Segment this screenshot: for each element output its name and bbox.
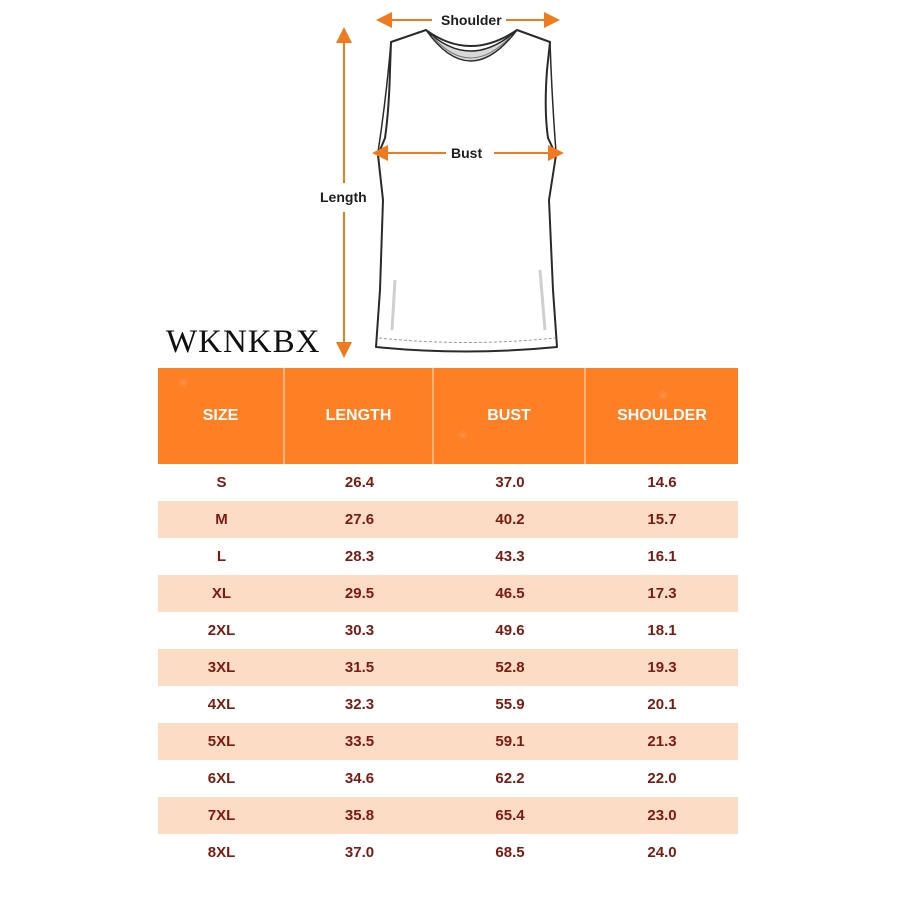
cell-size: S: [216, 474, 227, 491]
table-row: [158, 834, 738, 871]
length-label: Length: [316, 189, 371, 205]
cell-shoulder: 16.1: [647, 548, 677, 565]
cell-length: 27.6: [344, 511, 375, 528]
size-chart-table: [158, 368, 738, 871]
cell-shoulder: 23.0: [647, 807, 677, 824]
cell-bust: 43.3: [495, 548, 525, 565]
header-length: LENGTH: [285, 368, 434, 464]
table-row: [158, 723, 738, 760]
cell-shoulder: 19.3: [647, 659, 677, 676]
table-row: [158, 575, 738, 612]
cell-length: 34.6: [344, 770, 375, 787]
cell-length: 33.5: [344, 733, 375, 750]
cell-shoulder: 20.1: [647, 696, 677, 713]
table-row: [158, 649, 738, 686]
cell-length: 37.0: [344, 844, 375, 861]
cell-bust: 52.8: [495, 659, 525, 676]
watermark-icon: ❀: [178, 376, 189, 390]
watermark-icon: ❀: [658, 388, 669, 402]
cell-length: 35.8: [344, 807, 375, 824]
cell-bust: 68.5: [495, 844, 525, 861]
cell-bust: 46.5: [495, 585, 525, 602]
table-row: [158, 538, 738, 575]
cell-shoulder: 24.0: [647, 844, 677, 861]
table-row: [158, 686, 738, 723]
cell-size: 2XL: [207, 622, 236, 639]
brand-logo: WKNKBX: [166, 324, 321, 360]
cell-shoulder: 18.1: [647, 622, 677, 639]
watermark-icon: ❀: [458, 428, 469, 442]
table-row: [158, 501, 738, 538]
cell-bust: 65.4: [495, 807, 525, 824]
header-size: SIZE: [158, 368, 285, 464]
cell-shoulder: 15.7: [647, 511, 677, 528]
cell-size: XL: [211, 585, 232, 602]
table-row: [158, 797, 738, 834]
cell-shoulder: 22.0: [647, 770, 677, 787]
shoulder-label: Shoulder: [437, 12, 506, 28]
table-row: [158, 464, 738, 501]
cell-bust: 40.2: [495, 511, 525, 528]
cell-length: 28.3: [344, 548, 375, 565]
cell-size: 4XL: [207, 696, 236, 713]
header-shoulder: SHOULDER: [617, 407, 707, 424]
cell-size: 7XL: [207, 807, 236, 824]
cell-size: M: [215, 511, 228, 528]
cell-size: 8XL: [207, 844, 236, 861]
cell-bust: 62.2: [495, 770, 525, 787]
cell-shoulder: 21.3: [647, 733, 677, 750]
cell-bust: 59.1: [495, 733, 525, 750]
cell-length: 29.5: [344, 585, 375, 602]
cell-size: 5XL: [207, 733, 236, 750]
table-header: [158, 368, 738, 464]
cell-length: 32.3: [344, 696, 375, 713]
cell-length: 26.4: [344, 474, 375, 491]
tank-top-icon: [0, 0, 900, 365]
cell-shoulder: 14.6: [647, 474, 677, 491]
table-body: [158, 464, 738, 871]
cell-bust: 49.6: [495, 622, 525, 639]
cell-bust: 37.0: [495, 474, 525, 491]
cell-size: 3XL: [207, 659, 236, 676]
cell-bust: 55.9: [495, 696, 525, 713]
measurement-diagram: [0, 0, 900, 365]
table-row: [158, 760, 738, 797]
header-bust: BUST: [434, 368, 586, 464]
cell-size: 6XL: [207, 770, 236, 787]
table-row: [158, 612, 738, 649]
cell-length: 31.5: [344, 659, 375, 676]
cell-shoulder: 17.3: [647, 585, 677, 602]
cell-size: L: [216, 548, 227, 565]
bust-label: Bust: [447, 145, 486, 161]
cell-length: 30.3: [344, 622, 375, 639]
